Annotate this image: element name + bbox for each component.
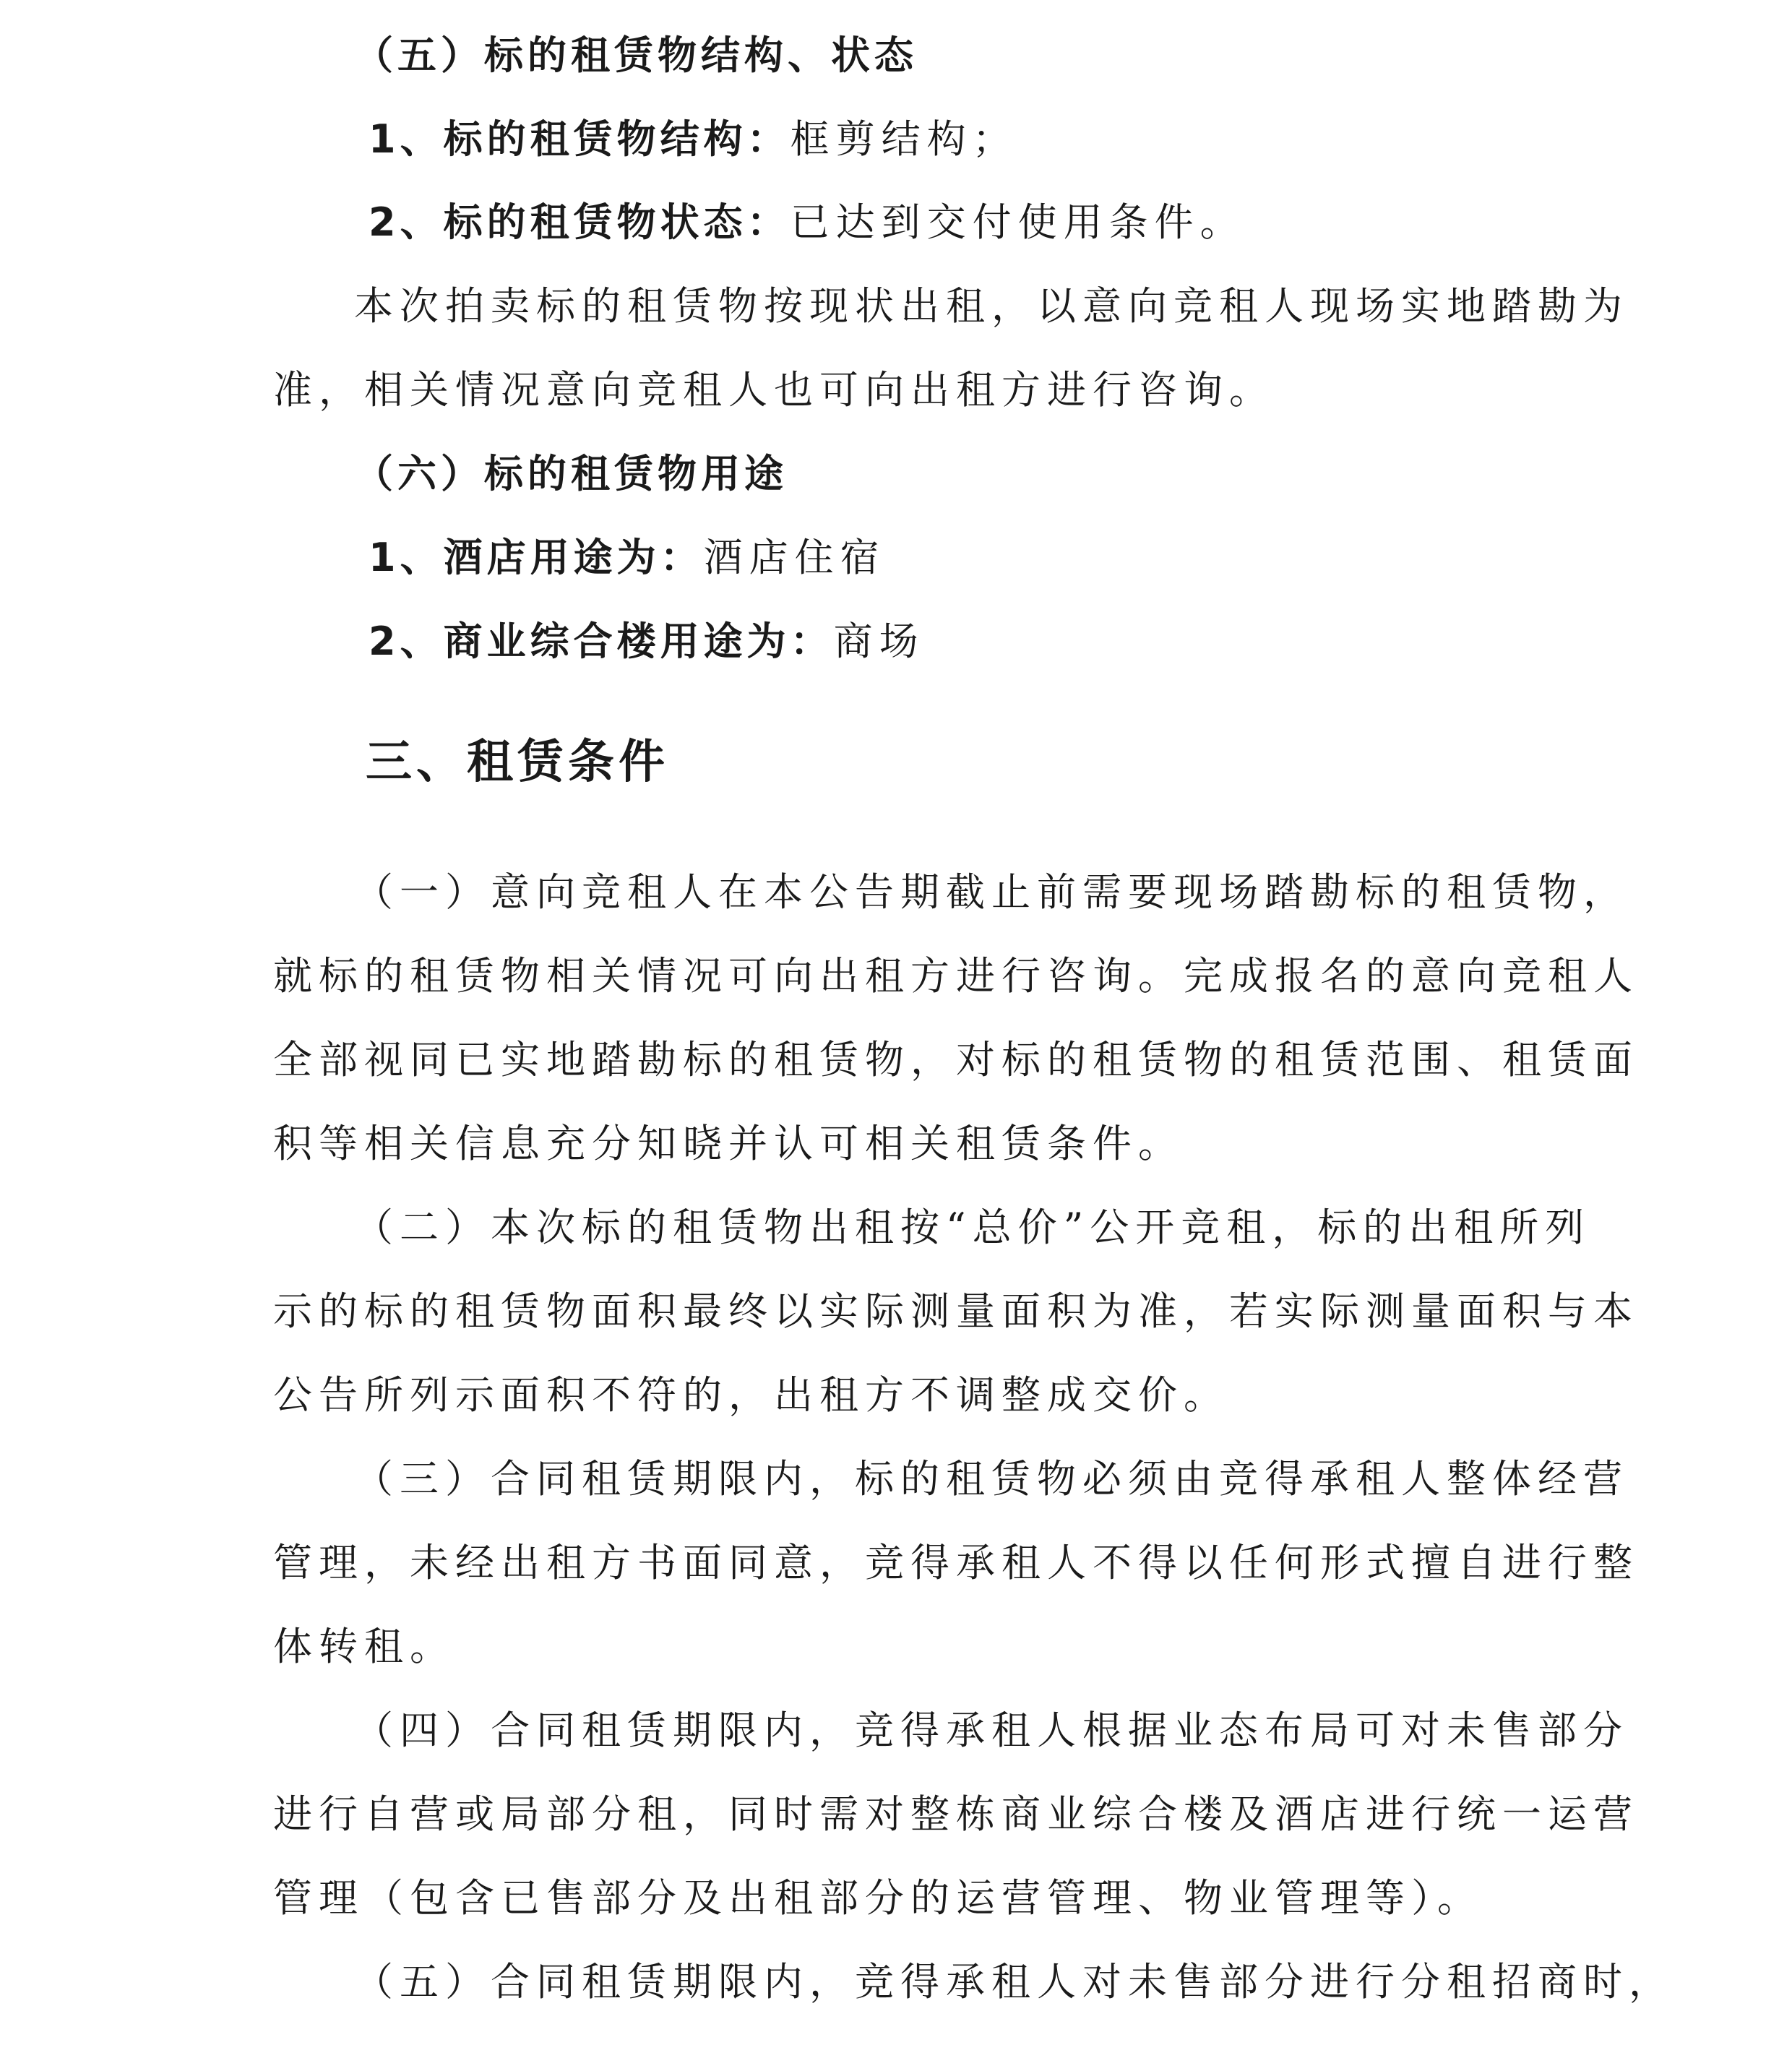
item-value: 商场 [833,619,925,664]
clause-line: 管理，未经出租方书面同意，竞得承租人不得以任何形式擅自进行整 [273,1540,1639,1585]
clause-line: （二）本次标的租赁物出租按“总价”公开竞租，标的出租所列 [354,1205,1591,1250]
paragraph-line: 准，相关情况意向竞租人也可向出租方进行咨询。 [273,367,1275,413]
section-five-title: （五）标的租赁物结构、状态 [354,33,918,78]
clause-line: 积等相关信息充分知晓并认可相关租赁条件。 [273,1121,1184,1166]
item-label: 1、酒店用途为： [369,535,704,580]
section-five-item-2 [369,197,1611,248]
item-value: 已达到交付使用条件。 [790,199,1246,245]
section-six-item-2 [369,616,1611,667]
section-six-item-1 [369,533,1611,583]
clause-line: 公告所列示面积不符的，出租方不调整成交价。 [273,1372,1229,1418]
item-value: 酒店住宿 [703,535,886,580]
clause-line: （一）意向竞租人在本公告期截止前需要现场踏勘标的租赁物， [354,869,1629,915]
clause-line: 管理（包含已售部分及出租部分的运营管理、物业管理等）。 [273,1875,1483,1921]
item-label: 1、标的租赁物结构： [369,116,791,162]
clause-line: 进行自营或局部分租，同时需对整栋商业综合楼及酒店进行统一运营 [273,1791,1639,1837]
clause-line: （五）合同租赁期限内，竞得承租人对未售部分进行分租招商时， [354,1959,1674,2005]
clause-line: 示的标的租赁物面积最终以实际测量面积为准，若实际测量面积与本 [273,1288,1639,1334]
clause-line: 体转租。 [273,1624,455,1669]
clause-line: 就标的租赁物相关情况可向出租方进行咨询。完成报名的意向竞租人 [273,953,1639,999]
paragraph-line: 本次拍卖标的租赁物按现状出租，以意向竞租人现场实地踏勘为 [354,283,1629,329]
section-six-title: （六）标的租赁物用途 [354,451,788,496]
item-label: 2、商业综合楼用途为： [369,619,834,664]
clause-line: （三）合同租赁期限内，标的租赁物必须由竞得承租人整体经营 [354,1456,1629,1502]
section-heading: 三、租赁条件 [366,736,669,789]
item-label: 2、标的租赁物状态： [369,199,791,245]
section-five-item-1 [369,114,1611,165]
clause-line: （四）合同租赁期限内，竞得承租人根据业态布局可对未售部分 [354,1708,1629,1753]
item-value: 框剪结构； [790,116,1018,162]
clause-line: 全部视同已实地踏勘标的租赁物，对标的租赁物的租赁范围、租赁面 [273,1037,1639,1082]
